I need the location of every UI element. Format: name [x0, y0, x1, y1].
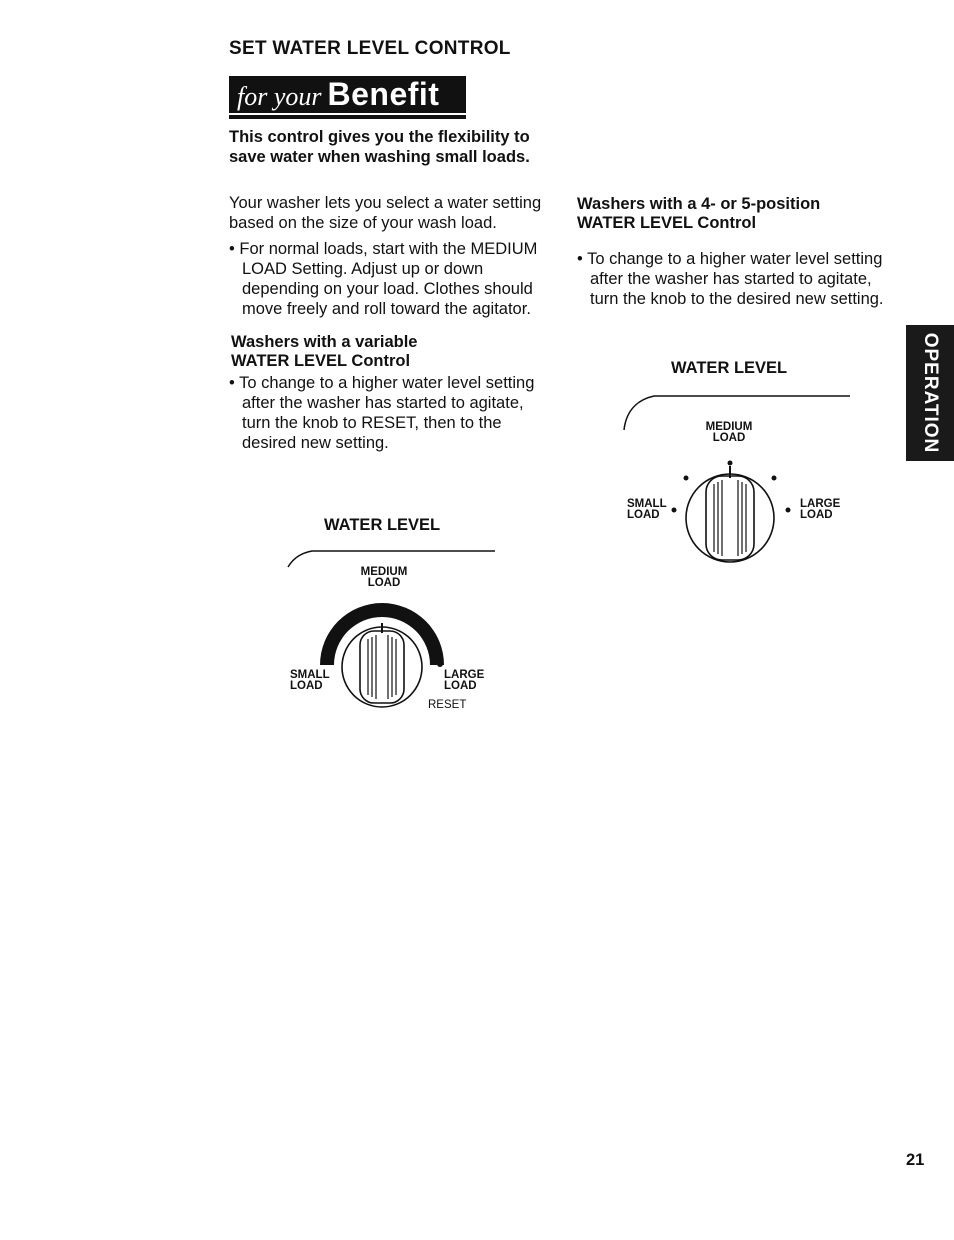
right-column: [577, 195, 897, 309]
section-title: SET WATER LEVEL CONTROL: [229, 38, 511, 59]
intro-paragraph: Your washer lets you select a water setting based on the size of your wash load.: [229, 194, 542, 232]
position-small-line2: LOAD: [627, 509, 660, 521]
position-medium-line2: LOAD: [712, 432, 746, 444]
position-small-label: [627, 499, 667, 521]
for-your-benefit-banner: [229, 76, 466, 113]
operation-side-tab: [906, 325, 954, 461]
position-heading-line1: Washers with a 4- or 5-position: [577, 195, 821, 213]
intro-text: This control gives you the flexibility to save water when washing small loads.: [229, 128, 530, 166]
variable-large-label: [444, 670, 484, 692]
variable-large-line2: LOAD: [444, 680, 477, 692]
position-control-bullet: • To change to a higher water level setting after the washer has started to agitate, turn the knob to the desired new setting.: [577, 250, 884, 308]
normal-loads-bullet: • For normal loads, start with the MEDIUM LOAD Setting. Adjust up or down depending on your load. Clothes should move freely and roll toward the agitator.: [229, 240, 538, 318]
banner-italic-text: for your: [237, 82, 322, 111]
variable-dial-title: WATER LEVEL: [324, 516, 441, 534]
banner-bold-text: Benefit: [327, 76, 440, 112]
variable-heading-line2: WATER LEVEL Control: [231, 352, 411, 370]
position-medium-label: [703, 422, 755, 444]
banner-underline: [229, 115, 466, 119]
position-large-label: [800, 499, 840, 521]
position-heading-line2: WATER LEVEL Control: [577, 214, 757, 232]
position-small-line1: SMALL: [627, 498, 667, 510]
variable-control-heading: [231, 333, 549, 371]
variable-reset-label: RESET: [428, 699, 467, 711]
position-water-level-dial: [618, 390, 858, 570]
position-large-line2: LOAD: [800, 509, 833, 521]
variable-large-line1: LARGE: [444, 669, 485, 681]
variable-medium-label: [358, 567, 410, 589]
position-dial-title: WATER LEVEL: [671, 359, 788, 377]
left-column: [229, 193, 549, 453]
variable-heading-line1: Washers with a variable: [231, 333, 418, 351]
variable-small-label: [290, 670, 330, 692]
position-control-heading: [577, 195, 897, 233]
variable-medium-line1: MEDIUM: [360, 566, 408, 578]
page-number: 21: [906, 1151, 925, 1169]
variable-control-bullet: • To change to a higher water level setting after the washer has started to agitate, turn the knob to RESET, then to the desired new setting.: [229, 374, 535, 452]
variable-small-line1: SMALL: [290, 669, 330, 681]
side-tab-label: OPERATION: [920, 332, 941, 454]
position-medium-line1: MEDIUM: [705, 421, 753, 433]
variable-small-line2: LOAD: [290, 680, 323, 692]
position-large-line1: LARGE: [800, 498, 841, 510]
variable-medium-line2: LOAD: [367, 577, 401, 589]
